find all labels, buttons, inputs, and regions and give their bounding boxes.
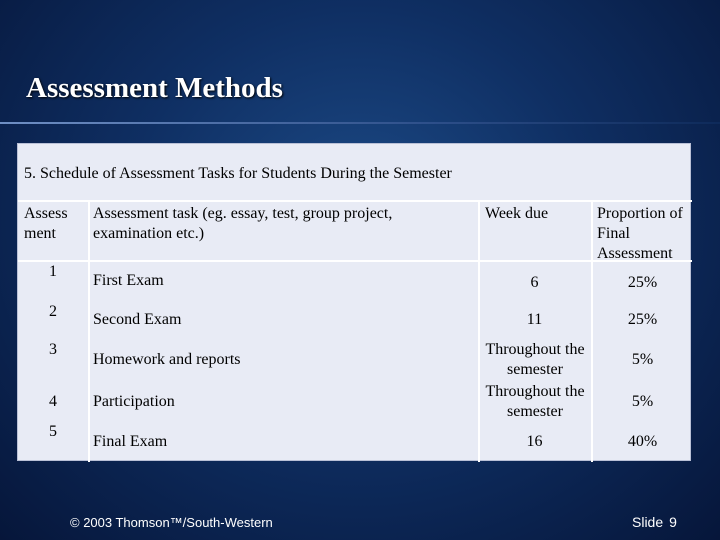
header-week-due: Week due: [485, 205, 549, 222]
row-week-due: Throughout the semester: [485, 341, 585, 378]
row-number: 2: [49, 303, 57, 320]
slide-label: Slide: [632, 514, 664, 530]
row-proportion: 40%: [627, 433, 658, 450]
row-number: 4: [49, 393, 57, 410]
row-number: 5: [49, 423, 57, 440]
title-divider: [0, 122, 720, 124]
row-task: First Exam: [93, 272, 164, 289]
row-proportion: 25%: [627, 311, 658, 328]
table-caption: 5. Schedule of Assessment Tasks for Students During the Semester: [24, 165, 452, 182]
slide-number: [632, 514, 677, 530]
slide-number-value: 9: [669, 514, 677, 530]
header-assessment: Assess ment: [24, 205, 68, 242]
row-proportion: 5%: [631, 393, 654, 410]
assessment-schedule-table: [17, 143, 691, 461]
row-week-due: 16: [526, 433, 543, 450]
row-proportion: 25%: [627, 274, 658, 291]
row-task: Participation: [93, 393, 175, 410]
row-week-due: 6: [530, 274, 539, 291]
header-proportion: Proportion of Final Assessment: [597, 205, 683, 262]
table-grid-line: [88, 201, 90, 462]
table-grid-line: [591, 201, 593, 462]
header-task: Assessment task (eg. essay, test, group project, examination etc.): [93, 205, 393, 242]
row-proportion: 5%: [631, 351, 654, 368]
row-week-due: 11: [526, 311, 543, 328]
row-task: Second Exam: [93, 311, 182, 328]
row-number: 3: [49, 341, 57, 358]
row-task: Homework and reports: [93, 351, 241, 368]
table-grid-line: [478, 201, 480, 462]
row-week-due: Throughout the semester: [485, 383, 585, 420]
row-number: 1: [49, 263, 57, 280]
row-task: Final Exam: [93, 433, 168, 450]
slide-title: Assessment Methods: [26, 72, 283, 104]
copyright-footer: © 2003 Thomson™/South-Western: [70, 515, 273, 530]
